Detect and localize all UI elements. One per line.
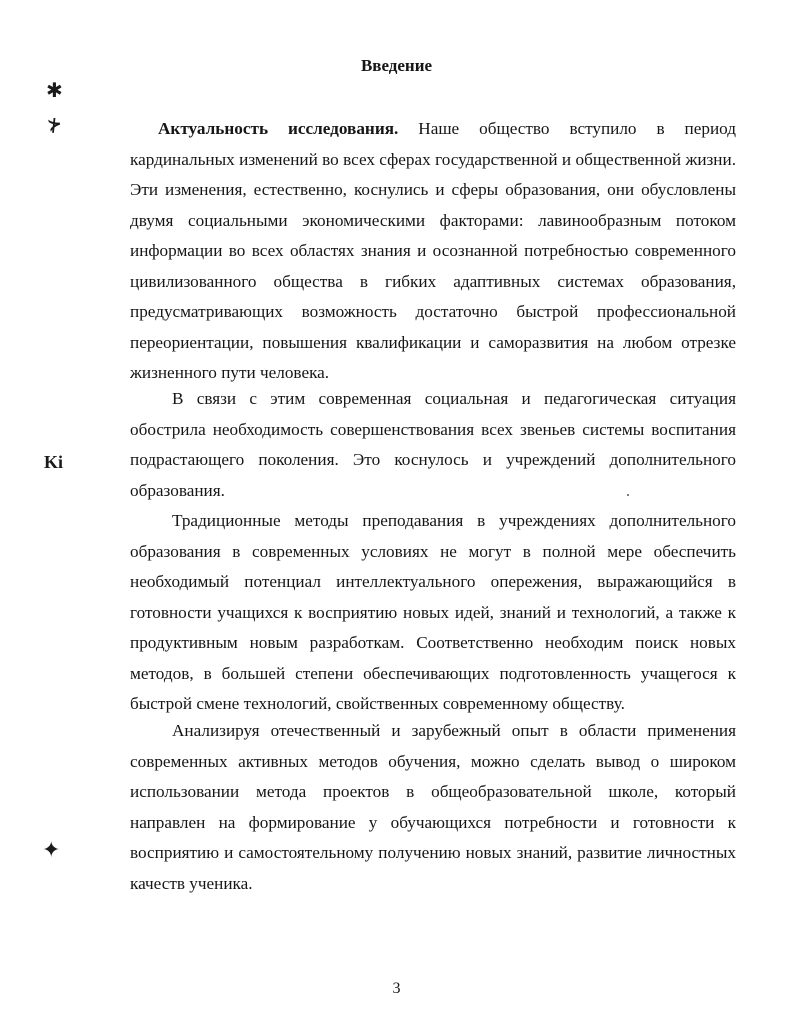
- paragraph-4: Анализируя отечественный и зарубежный опыт в области применения современных активных методов обучения, можно сделать вывод о широком использовании метода проектов в общеобразовательной школе, который направлен на формирование у обучающихся потребности и готовности к восприятию и самостоятельному получению новых знаний, развитие личностных качеств ученика.: [130, 721, 736, 893]
- page-number: 3: [392, 980, 401, 997]
- paragraph-relevance: [130, 114, 736, 389]
- scan-mark-icon: ⊁: [45, 114, 65, 138]
- scan-speck: [627, 494, 629, 496]
- paragraph-3: Традиционные методы преподавания в учреждениях дополнительного образования в современных условиях не могут в полной мере обеспечить необходимый потенциал интеллектуального опережения, выражающийся в готовности учащихся к восприятию новых идей, знаний и технологий, а также к продуктивным новым разработкам. Соответственно необходим поиск новых методов, в большей степени обеспечивающих подготовленность учащегося к быстрой смене технологий, свойственных современному обществу.: [130, 511, 736, 713]
- paragraph-2: В связи с этим современная социальная и педагогическая ситуация обострила необходимость совершенствования всех звеньев системы воспитания подрастающего поколения. Это коснулось и учреждений дополнительного образования.: [130, 389, 736, 500]
- scan-mark-icon: Ki: [44, 452, 64, 472]
- paragraph-text: Наше общество вступило в период кардинальных изменений во всех сферах государственной и общественной жизни. Эти изменения, естественно, коснулись и сферы образования, они обусловлены двумя социальными экономическими факторами: лавинообразным потоком информации во всех областях знания и осознанной потребностью современного цивилизованного общества в гибких адаптивных системах образования, предусматривающих возможность достаточно быстрой профессиональной переориентации, повышения квалификации и саморазвития на любом отрезке жизненного пути человека.: [130, 119, 736, 382]
- paragraph-lead: Актуальность исследования.: [158, 119, 399, 138]
- page-title: Введение: [360, 56, 433, 75]
- scan-mark-icon: ✦: [42, 838, 61, 863]
- scan-mark-icon: ✱: [46, 78, 63, 102]
